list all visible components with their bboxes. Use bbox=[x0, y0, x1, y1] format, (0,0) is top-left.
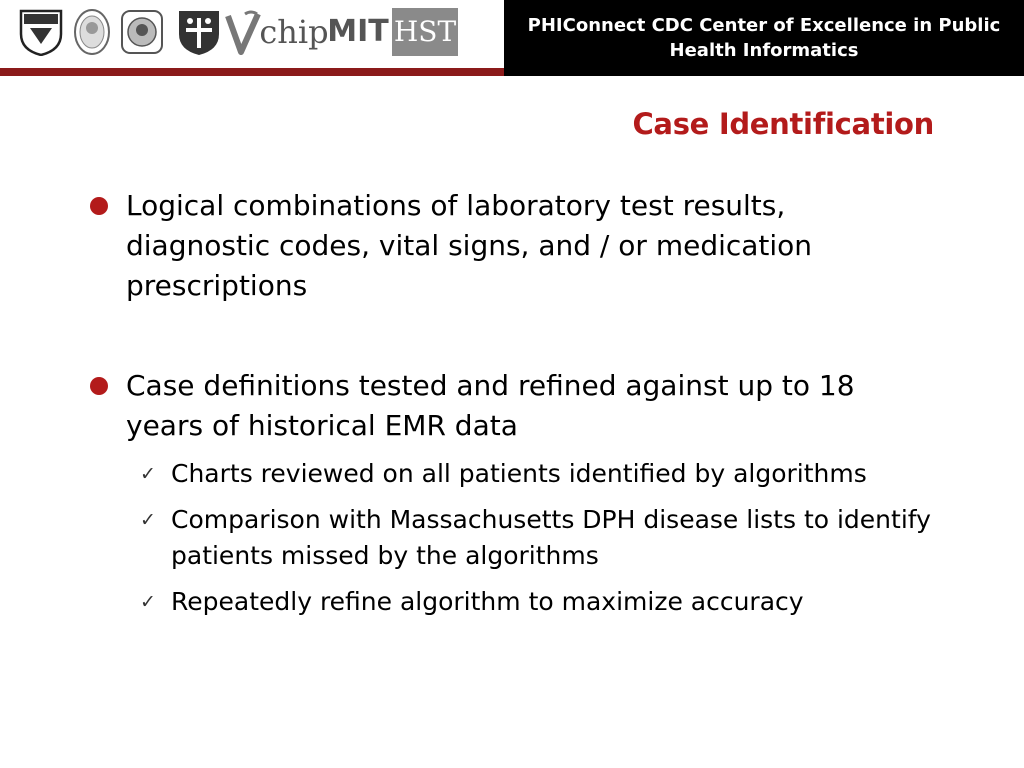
chip-logo-icon: chip bbox=[259, 13, 329, 51]
bullet-dot-icon bbox=[90, 377, 108, 395]
v-mark-icon bbox=[224, 8, 262, 56]
checkmark-icon: ✓ bbox=[140, 463, 156, 485]
seal-icon bbox=[72, 8, 112, 56]
bullet-text: Logical combinations of laboratory test results, diagnostic codes, vital signs, and / or medication prescriptions bbox=[126, 189, 813, 302]
seal-icon bbox=[118, 8, 166, 56]
checkmark-icon: ✓ bbox=[140, 509, 156, 531]
bullet-dot-icon bbox=[90, 197, 108, 215]
header-title-box bbox=[504, 0, 1024, 76]
shield-icon bbox=[17, 8, 65, 56]
checkmark-icon: ✓ bbox=[140, 591, 156, 613]
mit-logo-icon: MIT bbox=[327, 14, 389, 49]
header-rule bbox=[0, 68, 504, 76]
slide-title: Case Identification bbox=[632, 107, 934, 141]
sub-bullet-text: Charts reviewed on all patients identified by algorithms bbox=[171, 459, 867, 488]
sub-bullet-text: Repeatedly refine algorithm to maximize accuracy bbox=[171, 587, 804, 616]
shield-icon bbox=[175, 8, 223, 56]
bullet-text: Case definitions tested and refined against up to 18 years of historical EMR data bbox=[126, 369, 855, 442]
header-title: PHIConnect CDC Center of Excellence in Public Health Informatics bbox=[527, 15, 1001, 61]
sub-bullet-text: Comparison with Massachusetts DPH disease lists to identify patients missed by the algorithms bbox=[171, 505, 931, 570]
hst-logo-icon: HST bbox=[392, 8, 458, 56]
logo-bar bbox=[0, 0, 504, 68]
